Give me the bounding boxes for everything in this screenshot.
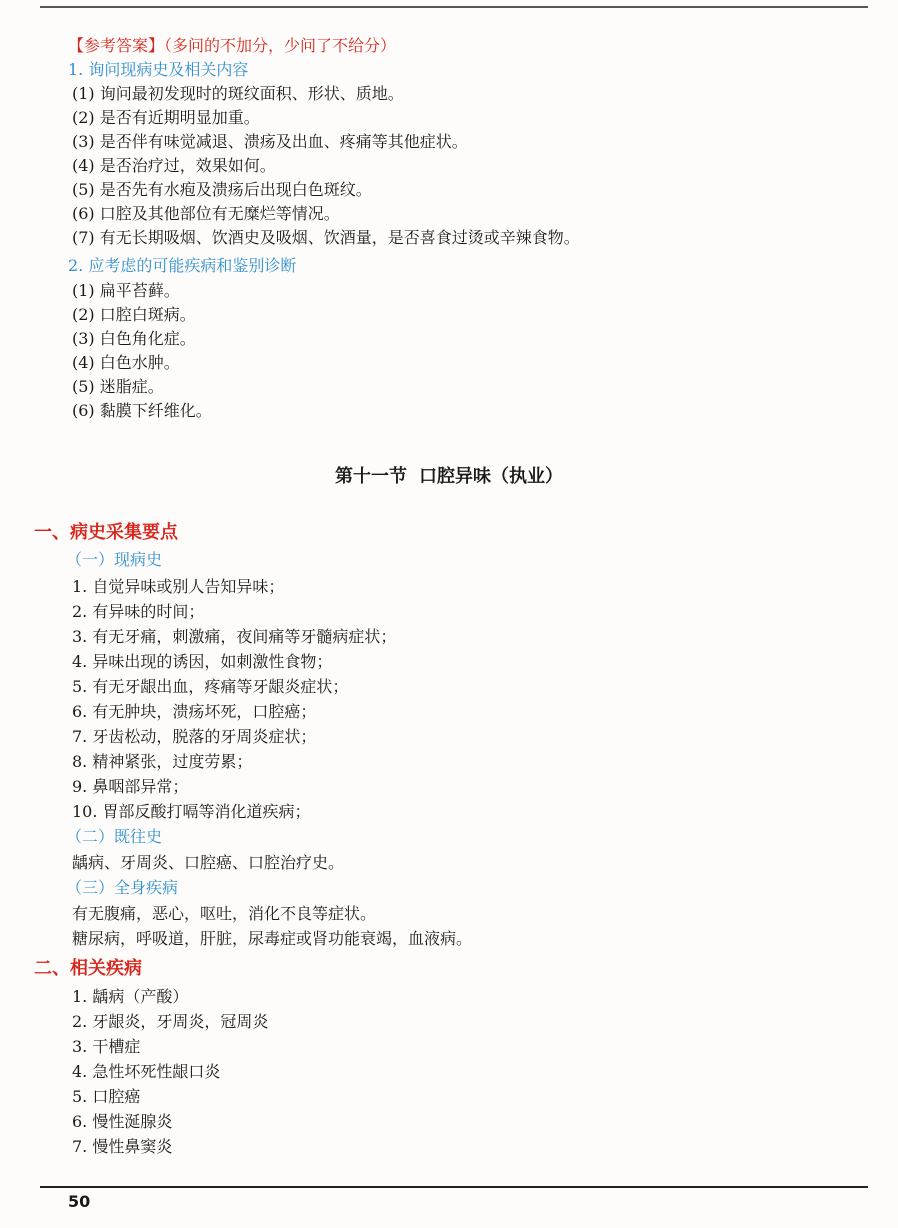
list-item: (5) 是否先有水疱及溃疡后出现白色斑纹。 — [72, 180, 372, 199]
list-item: 9. 鼻咽部异常； — [72, 777, 189, 796]
list-item: (1) 询问最初发现时的斑纹面积、形状、质地。 — [72, 84, 404, 103]
list-item: 7. 牙齿松动，脱落的牙周炎症状； — [72, 727, 317, 746]
section-title-number: 第十一节 — [335, 466, 407, 487]
list-item: 4. 急性坏死性龈口炎 — [72, 1062, 221, 1081]
list-item: 8. 精神紧张，过度劳累； — [72, 752, 253, 771]
list-item: 1. 龋病（产酸） — [72, 987, 189, 1006]
list-item: (2) 口腔白斑病。 — [72, 305, 196, 324]
list-item: 7. 慢性鼻窦炎 — [72, 1137, 173, 1156]
list-item: (4) 是否治疗过，效果如何。 — [72, 156, 276, 175]
list-item: 2. 牙龈炎，牙周炎，冠周炎 — [72, 1012, 269, 1031]
footer-rule — [40, 1186, 868, 1188]
answer-subtitle-2: 2. 应考虑的可能疾病和鉴别诊断 — [68, 256, 297, 275]
past-history-text: 龋病、牙周炎、口腔癌、口腔治疗史。 — [72, 853, 345, 872]
answer-header-label: 【参考答案】 — [68, 36, 165, 55]
list-item: (6) 口腔及其他部位有无糜烂等情况。 — [72, 204, 340, 223]
list-item: (1) 扁平苔藓。 — [72, 281, 180, 300]
answer-header — [68, 34, 396, 58]
list-item: 1. 自觉异味或别人告知异味； — [72, 577, 285, 596]
systemic-disease-text: 糖尿病，呼吸道，肝脏，尿毒症或肾功能衰竭，血液病。 — [72, 929, 473, 948]
page-number: 50 — [68, 1192, 91, 1211]
list-item: (3) 是否伴有味觉减退、溃疡及出血、疼痛等其他症状。 — [72, 132, 468, 151]
subheading-past-history: （二）既往史 — [66, 827, 163, 846]
section-title — [0, 462, 898, 488]
list-item: 5. 口腔癌 — [72, 1087, 141, 1106]
list-item: 2. 有异味的时间； — [72, 602, 205, 621]
answer-subtitle-1: 1. 询问现病史及相关内容 — [68, 60, 249, 79]
list-item: 6. 慢性涎腺炎 — [72, 1112, 173, 1131]
list-item: (4) 白色水肿。 — [72, 353, 180, 372]
heading-history-points: 一、病史采集要点 — [34, 522, 178, 543]
systemic-disease-text: 有无腹痛，恶心，呕吐，消化不良等症状。 — [72, 904, 377, 923]
list-item: (3) 白色角化症。 — [72, 329, 196, 348]
list-item: (5) 迷脂症。 — [72, 377, 164, 396]
subheading-present-illness: （一）现病史 — [66, 550, 163, 569]
subheading-systemic-disease: （三）全身疾病 — [66, 878, 179, 897]
list-item: 3. 有无牙痛，刺激痛，夜间痛等牙髓病症状； — [72, 627, 397, 646]
list-item: (6) 黏膜下纤维化。 — [72, 401, 212, 420]
list-item: 6. 有无肿块，溃疡坏死，口腔癌； — [72, 702, 317, 721]
list-item: 3. 干槽症 — [72, 1037, 141, 1056]
list-item: (2) 是否有近期明显加重。 — [72, 108, 260, 127]
list-item: 5. 有无牙龈出血，疼痛等牙龈炎症状； — [72, 677, 349, 696]
list-item: 10. 胃部反酸打嗝等消化道疾病； — [72, 802, 311, 821]
list-item: 4. 异味出现的诱因，如刺激性食物； — [72, 652, 333, 671]
list-item: (7) 有无长期吸烟、饮酒史及吸烟、饮酒量，是否喜食过烫或辛辣食物。 — [72, 228, 580, 247]
answer-header-note: （多问的不加分，少问了不给分） — [164, 36, 397, 55]
section-title-text: 口腔异味（执业） — [419, 466, 563, 487]
heading-related-diseases: 二、相关疾病 — [34, 958, 142, 979]
